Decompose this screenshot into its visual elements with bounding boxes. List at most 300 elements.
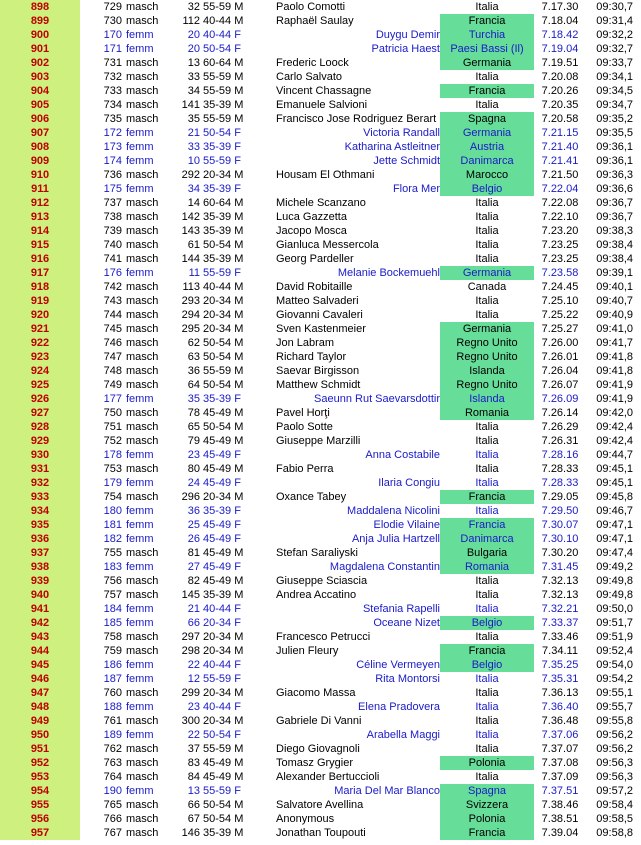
spacer-cell (80, 434, 90, 448)
gender-cell: femm (126, 29, 154, 41)
athlete-name-cell: Diego Giovagnoli (276, 743, 360, 755)
category-position-cell: 37 (187, 743, 200, 755)
rank-cell: 933 (0, 490, 80, 504)
nationality-cell: Francia (440, 826, 534, 840)
category-cell: 20-34 M (203, 687, 244, 699)
athlete-name-cell: Tomasz Grygier (276, 757, 354, 769)
gender-position-cell: 767 (103, 827, 122, 839)
gender-cell: masch (126, 253, 159, 265)
spacer-cell (80, 182, 90, 196)
rank-cell: 954 (0, 784, 80, 798)
nationality-cell: Spagna (440, 784, 534, 798)
nationality-cell: Italia (475, 225, 499, 237)
athlete-name-cell: Arabella Maggi (366, 729, 440, 741)
category-position-cell: 24 (187, 477, 200, 489)
gender-cell: masch (126, 421, 159, 433)
spacer-cell (80, 42, 90, 56)
category-position-cell: 10 (187, 155, 200, 167)
pace-cell: 09:38,4 (596, 239, 633, 251)
category-position-cell: 14 (187, 197, 200, 209)
rank-cell: 899 (0, 14, 80, 28)
pace-cell: 09:38,3 (596, 225, 633, 237)
nationality-cell: Spagna (440, 112, 534, 126)
gender-cell: masch (126, 1, 159, 13)
category-position-cell: 297 (181, 631, 200, 643)
gender-position-cell: 742 (103, 281, 122, 293)
pace-cell: 09:33,7 (596, 57, 633, 69)
category-cell: 40-44 M (203, 15, 244, 27)
category-cell: 20-34 M (203, 323, 244, 335)
pace-cell: 09:55,1 (596, 687, 633, 699)
table-row (0, 182, 641, 196)
gender-cell: femm (126, 449, 154, 461)
athlete-name-cell: Paolo Comotti (276, 1, 346, 13)
gender-position-cell: 183 (103, 561, 122, 573)
category-position-cell: 22 (187, 729, 200, 741)
table-row (0, 84, 641, 98)
spacer-cell (80, 238, 90, 252)
table-row (0, 476, 641, 490)
rank-cell: 904 (0, 84, 80, 98)
gender-cell: masch (126, 85, 159, 97)
athlete-name-cell: Richard Taylor (276, 351, 347, 363)
rank-cell: 914 (0, 224, 80, 238)
gender-position-cell: 189 (103, 729, 122, 741)
spacer-cell (80, 826, 90, 840)
category-position-cell: 35 (187, 113, 200, 125)
spacer-cell (80, 252, 90, 266)
finish-time-cell: 7.25.10 (541, 295, 579, 307)
gender-cell: masch (126, 323, 159, 335)
nationality-cell: Italia (475, 71, 499, 83)
gender-cell: masch (126, 99, 159, 111)
gender-cell: femm (126, 659, 154, 671)
rank-cell: 939 (0, 574, 80, 588)
table-row (0, 42, 641, 56)
rank-cell: 925 (0, 378, 80, 392)
nationality-cell: Germania (440, 322, 534, 336)
pace-cell: 09:36,7 (596, 211, 633, 223)
category-position-cell: 294 (181, 309, 200, 321)
category-cell: 35-39 F (203, 505, 241, 517)
spacer-cell (80, 336, 90, 350)
category-position-cell: 299 (181, 687, 200, 699)
spacer-cell (80, 126, 90, 140)
gender-position-cell: 738 (103, 211, 122, 223)
nationality-cell: Italia (475, 309, 499, 321)
pace-cell: 09:47,1 (596, 519, 633, 531)
pace-cell: 09:49,8 (596, 575, 633, 587)
gender-position-cell: 751 (103, 421, 122, 433)
rank-cell: 955 (0, 798, 80, 812)
category-cell: 20-34 M (203, 645, 244, 657)
spacer-cell (80, 112, 90, 126)
nationality-cell: Belgio (440, 616, 534, 630)
category-cell: 35-39 M (203, 225, 244, 237)
spacer-cell (80, 84, 90, 98)
finish-time-cell: 7.20.35 (541, 99, 579, 111)
spacer-cell (80, 196, 90, 210)
pace-cell: 09:36,7 (596, 197, 633, 209)
athlete-name-cell: Vincent Chassagne (276, 85, 372, 97)
gender-position-cell: 765 (103, 799, 122, 811)
category-cell: 45-49 F (203, 519, 241, 531)
table-row (0, 210, 641, 224)
finish-time-cell: 7.36.13 (541, 687, 579, 699)
gender-position-cell: 171 (103, 43, 122, 55)
category-cell: 45-49 M (203, 407, 244, 419)
gender-cell: masch (126, 71, 159, 83)
spacer-cell (80, 392, 90, 406)
rank-cell: 957 (0, 826, 80, 840)
gender-cell: masch (126, 309, 159, 321)
spacer-cell (80, 476, 90, 490)
category-position-cell: 113 (182, 281, 200, 293)
finish-time-cell: 7.22.08 (541, 197, 579, 209)
spacer-cell (80, 224, 90, 238)
rank-cell: 956 (0, 812, 80, 826)
spacer-cell (80, 672, 90, 686)
category-cell: 45-49 F (203, 477, 241, 489)
gender-position-cell: 734 (103, 99, 122, 111)
gender-cell: masch (126, 771, 159, 783)
category-position-cell: 144 (181, 253, 200, 265)
spacer-cell (80, 56, 90, 70)
category-cell: 20-34 F (203, 617, 241, 629)
gender-cell: masch (126, 827, 159, 839)
table-row (0, 672, 641, 686)
category-position-cell: 36 (187, 365, 200, 377)
category-cell: 35-39 M (203, 827, 244, 839)
nationality-cell: Danimarca (440, 532, 534, 546)
category-position-cell: 13 (187, 785, 200, 797)
category-position-cell: 300 (181, 715, 200, 727)
gender-position-cell: 732 (103, 71, 122, 83)
finish-time-cell: 7.33.37 (541, 617, 579, 629)
table-row (0, 784, 641, 798)
rank-cell: 915 (0, 238, 80, 252)
gender-position-cell: 752 (103, 435, 122, 447)
nationality-cell: Bulgaria (440, 546, 534, 560)
athlete-name-cell: Katharina Astleitner (344, 141, 440, 153)
category-cell: 60-64 M (203, 57, 244, 69)
table-row (0, 434, 641, 448)
pace-cell: 09:56,2 (596, 729, 633, 741)
finish-time-cell: 7.20.08 (541, 71, 579, 83)
category-cell: 50-54 M (203, 239, 244, 251)
finish-time-cell: 7.38.51 (541, 813, 579, 825)
nationality-cell: Italia (475, 211, 499, 223)
nationality-cell: Regno Unito (440, 378, 534, 392)
gender-position-cell: 766 (103, 813, 122, 825)
finish-time-cell: 7.26.07 (541, 379, 579, 391)
athlete-name-cell: Frederic Loock (276, 57, 349, 69)
nationality-cell: Italia (475, 687, 499, 699)
category-cell: 40-44 F (203, 701, 241, 713)
category-cell: 35-39 M (203, 589, 244, 601)
pace-cell: 09:47,4 (596, 547, 633, 559)
rank-cell: 923 (0, 350, 80, 364)
spacer-cell (80, 98, 90, 112)
category-position-cell: 23 (187, 449, 200, 461)
nationality-cell: Italia (475, 505, 499, 517)
table-row (0, 70, 641, 84)
athlete-name-cell: Oxance Tabey (276, 491, 347, 503)
category-position-cell: 27 (187, 561, 200, 573)
finish-time-cell: 7.26.00 (541, 337, 579, 349)
table-row (0, 126, 641, 140)
category-cell: 55-59 M (203, 71, 244, 83)
gender-position-cell: 755 (103, 547, 122, 559)
pace-cell: 09:34,7 (596, 99, 633, 111)
nationality-cell: Italia (475, 729, 499, 741)
spacer-cell (80, 616, 90, 630)
finish-time-cell: 7.18.04 (541, 15, 579, 27)
pace-cell: 09:52,4 (596, 645, 633, 657)
gender-position-cell: 190 (103, 785, 122, 797)
category-cell: 50-54 M (203, 337, 244, 349)
spacer-cell (80, 28, 90, 42)
nationality-cell: Polonia (440, 812, 534, 826)
pace-cell: 09:56,2 (596, 743, 633, 755)
table-row (0, 532, 641, 546)
gender-cell: femm (126, 785, 154, 797)
athlete-name-cell: Matteo Salvaderi (276, 295, 359, 307)
pace-cell: 09:39,1 (596, 267, 633, 279)
pace-cell: 09:47,1 (596, 533, 633, 545)
pace-cell: 09:41,7 (596, 337, 633, 349)
nationality-cell: Turchia (440, 28, 534, 42)
finish-time-cell: 7.37.09 (541, 771, 579, 783)
athlete-name-cell: Elodie Vilaine (373, 519, 440, 531)
nationality-cell: Italia (475, 1, 499, 13)
category-cell: 35-39 M (203, 99, 244, 111)
athlete-name-cell: Flora Mer (392, 183, 440, 195)
finish-time-cell: 7.29.05 (541, 491, 579, 503)
spacer-cell (80, 546, 90, 560)
category-cell: 60-64 M (203, 197, 244, 209)
athlete-name-cell: Francisco Jose Rodriguez Berart (276, 113, 437, 125)
table-row (0, 252, 641, 266)
category-cell: 50-54 M (203, 379, 244, 391)
category-position-cell: 34 (187, 85, 200, 97)
rank-cell: 901 (0, 42, 80, 56)
finish-time-cell: 7.21.50 (541, 169, 579, 181)
category-cell: 45-49 M (203, 771, 244, 783)
gender-cell: femm (126, 729, 154, 741)
spacer-cell (80, 532, 90, 546)
table-row (0, 560, 641, 574)
table-row (0, 14, 641, 28)
table-row (0, 658, 641, 672)
table-row (0, 448, 641, 462)
finish-time-cell: 7.39.04 (541, 827, 579, 839)
gender-position-cell: 744 (103, 309, 122, 321)
category-cell: 35-39 M (203, 211, 244, 223)
pace-cell: 09:45,8 (596, 491, 633, 503)
nationality-cell: Romania (440, 406, 534, 420)
athlete-name-cell: Saevar Birgisson (276, 365, 360, 377)
rank-cell: 935 (0, 518, 80, 532)
gender-cell: masch (126, 197, 159, 209)
gender-position-cell: 173 (103, 141, 122, 153)
finish-time-cell: 7.26.31 (541, 435, 579, 447)
pace-cell: 09:58,5 (596, 813, 633, 825)
pace-cell: 09:51,7 (596, 617, 633, 629)
table-row (0, 714, 641, 728)
gender-position-cell: 176 (103, 267, 122, 279)
pace-cell: 09:49,8 (596, 589, 633, 601)
table-row (0, 308, 641, 322)
category-position-cell: 13 (187, 57, 200, 69)
gender-position-cell: 184 (103, 603, 122, 615)
gender-position-cell: 743 (103, 295, 122, 307)
gender-cell: masch (126, 239, 159, 251)
finish-time-cell: 7.30.20 (541, 547, 579, 559)
category-cell: 20-34 M (203, 169, 244, 181)
spacer-cell (80, 322, 90, 336)
category-cell: 35-39 F (203, 183, 241, 195)
gender-cell: masch (126, 407, 159, 419)
gender-position-cell: 182 (103, 533, 122, 545)
table-row (0, 812, 641, 826)
category-position-cell: 20 (187, 29, 200, 41)
gender-cell: femm (126, 617, 154, 629)
athlete-name-cell: Elena Pradovera (358, 701, 440, 713)
gender-position-cell: 746 (103, 337, 122, 349)
spacer-cell (80, 266, 90, 280)
rank-cell: 924 (0, 364, 80, 378)
table-row (0, 574, 641, 588)
category-cell: 45-49 F (203, 449, 241, 461)
category-position-cell: 34 (187, 183, 200, 195)
gender-position-cell: 174 (103, 155, 122, 167)
table-row (0, 686, 641, 700)
gender-cell: masch (126, 491, 159, 503)
category-cell: 55-59 M (203, 1, 244, 13)
pace-cell: 09:42,4 (596, 421, 633, 433)
gender-cell: femm (126, 477, 154, 489)
finish-time-cell: 7.26.04 (541, 365, 579, 377)
finish-time-cell: 7.20.26 (541, 85, 579, 97)
gender-cell: masch (126, 757, 159, 769)
gender-position-cell: 175 (103, 183, 122, 195)
finish-time-cell: 7.30.10 (541, 533, 579, 545)
gender-cell: masch (126, 463, 159, 475)
gender-position-cell: 745 (103, 323, 122, 335)
rank-cell: 900 (0, 28, 80, 42)
athlete-name-cell: Ilaria Congiu (378, 477, 440, 489)
category-position-cell: 143 (181, 225, 200, 237)
athlete-name-cell: Stefan Saraliyski (276, 547, 358, 559)
pace-cell: 09:45,1 (596, 477, 633, 489)
table-row (0, 462, 641, 476)
pace-cell: 09:49,2 (596, 561, 633, 573)
table-row (0, 280, 641, 294)
gender-position-cell: 179 (103, 477, 122, 489)
category-cell: 40-44 F (203, 603, 241, 615)
nationality-cell: Italia (475, 449, 499, 461)
rank-cell: 945 (0, 658, 80, 672)
gender-cell: femm (126, 155, 154, 167)
rank-cell: 937 (0, 546, 80, 560)
pace-cell: 09:41,8 (596, 351, 633, 363)
table-row (0, 336, 641, 350)
spacer-cell (80, 686, 90, 700)
category-cell: 20-34 M (203, 295, 244, 307)
pace-cell: 09:38,4 (596, 253, 633, 265)
gender-cell: femm (126, 603, 154, 615)
finish-time-cell: 7.37.08 (541, 757, 579, 769)
category-position-cell: 12 (187, 673, 200, 685)
gender-position-cell: 761 (103, 715, 122, 727)
finish-time-cell: 7.19.04 (541, 43, 579, 55)
nationality-cell: Svizzera (440, 798, 534, 812)
table-row (0, 756, 641, 770)
pace-cell: 09:40,9 (596, 309, 633, 321)
table-row (0, 350, 641, 364)
table-row (0, 28, 641, 42)
athlete-name-cell: Paolo Sotte (276, 421, 333, 433)
category-position-cell: 142 (181, 211, 200, 223)
category-position-cell: 22 (187, 659, 200, 671)
nationality-cell: Italia (475, 463, 499, 475)
rank-cell: 951 (0, 742, 80, 756)
gender-cell: femm (126, 141, 154, 153)
gender-position-cell: 753 (103, 463, 122, 475)
pace-cell: 09:41,8 (596, 365, 633, 377)
finish-time-cell: 7.37.51 (541, 785, 579, 797)
category-cell: 50-54 M (203, 421, 244, 433)
table-row (0, 0, 641, 14)
category-cell: 50-54 F (203, 127, 241, 139)
category-cell: 55-59 M (203, 85, 244, 97)
nationality-cell: Italia (475, 477, 499, 489)
spacer-cell (80, 574, 90, 588)
category-cell: 55-59 M (203, 113, 244, 125)
gender-position-cell: 737 (103, 197, 122, 209)
spacer-cell (80, 630, 90, 644)
nationality-cell: Islanda (440, 392, 534, 406)
gender-cell: masch (126, 799, 159, 811)
finish-time-cell: 7.35.25 (541, 659, 579, 671)
category-position-cell: 33 (187, 141, 200, 153)
athlete-name-cell: Sven Kastenmeier (276, 323, 366, 335)
nationality-cell: Romania (440, 560, 534, 574)
finish-time-cell: 7.18.42 (541, 29, 579, 41)
gender-position-cell: 748 (103, 365, 122, 377)
spacer-cell (80, 168, 90, 182)
pace-cell: 09:56,3 (596, 757, 633, 769)
category-cell: 55-59 F (203, 673, 241, 685)
category-cell: 45-49 M (203, 547, 244, 559)
finish-time-cell: 7.24.45 (541, 281, 579, 293)
finish-time-cell: 7.20.58 (541, 113, 579, 125)
gender-cell: femm (126, 43, 154, 55)
pace-cell: 09:41,9 (596, 393, 633, 405)
table-row (0, 728, 641, 742)
spacer-cell (80, 154, 90, 168)
athlete-name-cell: Patricia Haest (371, 43, 440, 55)
gender-position-cell: 177 (103, 393, 122, 405)
rank-cell: 898 (0, 0, 80, 14)
gender-cell: femm (126, 701, 154, 713)
category-cell: 20-34 M (203, 631, 244, 643)
athlete-name-cell: Rita Montorsi (375, 673, 440, 685)
pace-cell: 09:57,2 (596, 785, 633, 797)
category-cell: 55-59 F (203, 785, 241, 797)
gender-position-cell: 187 (103, 673, 122, 685)
